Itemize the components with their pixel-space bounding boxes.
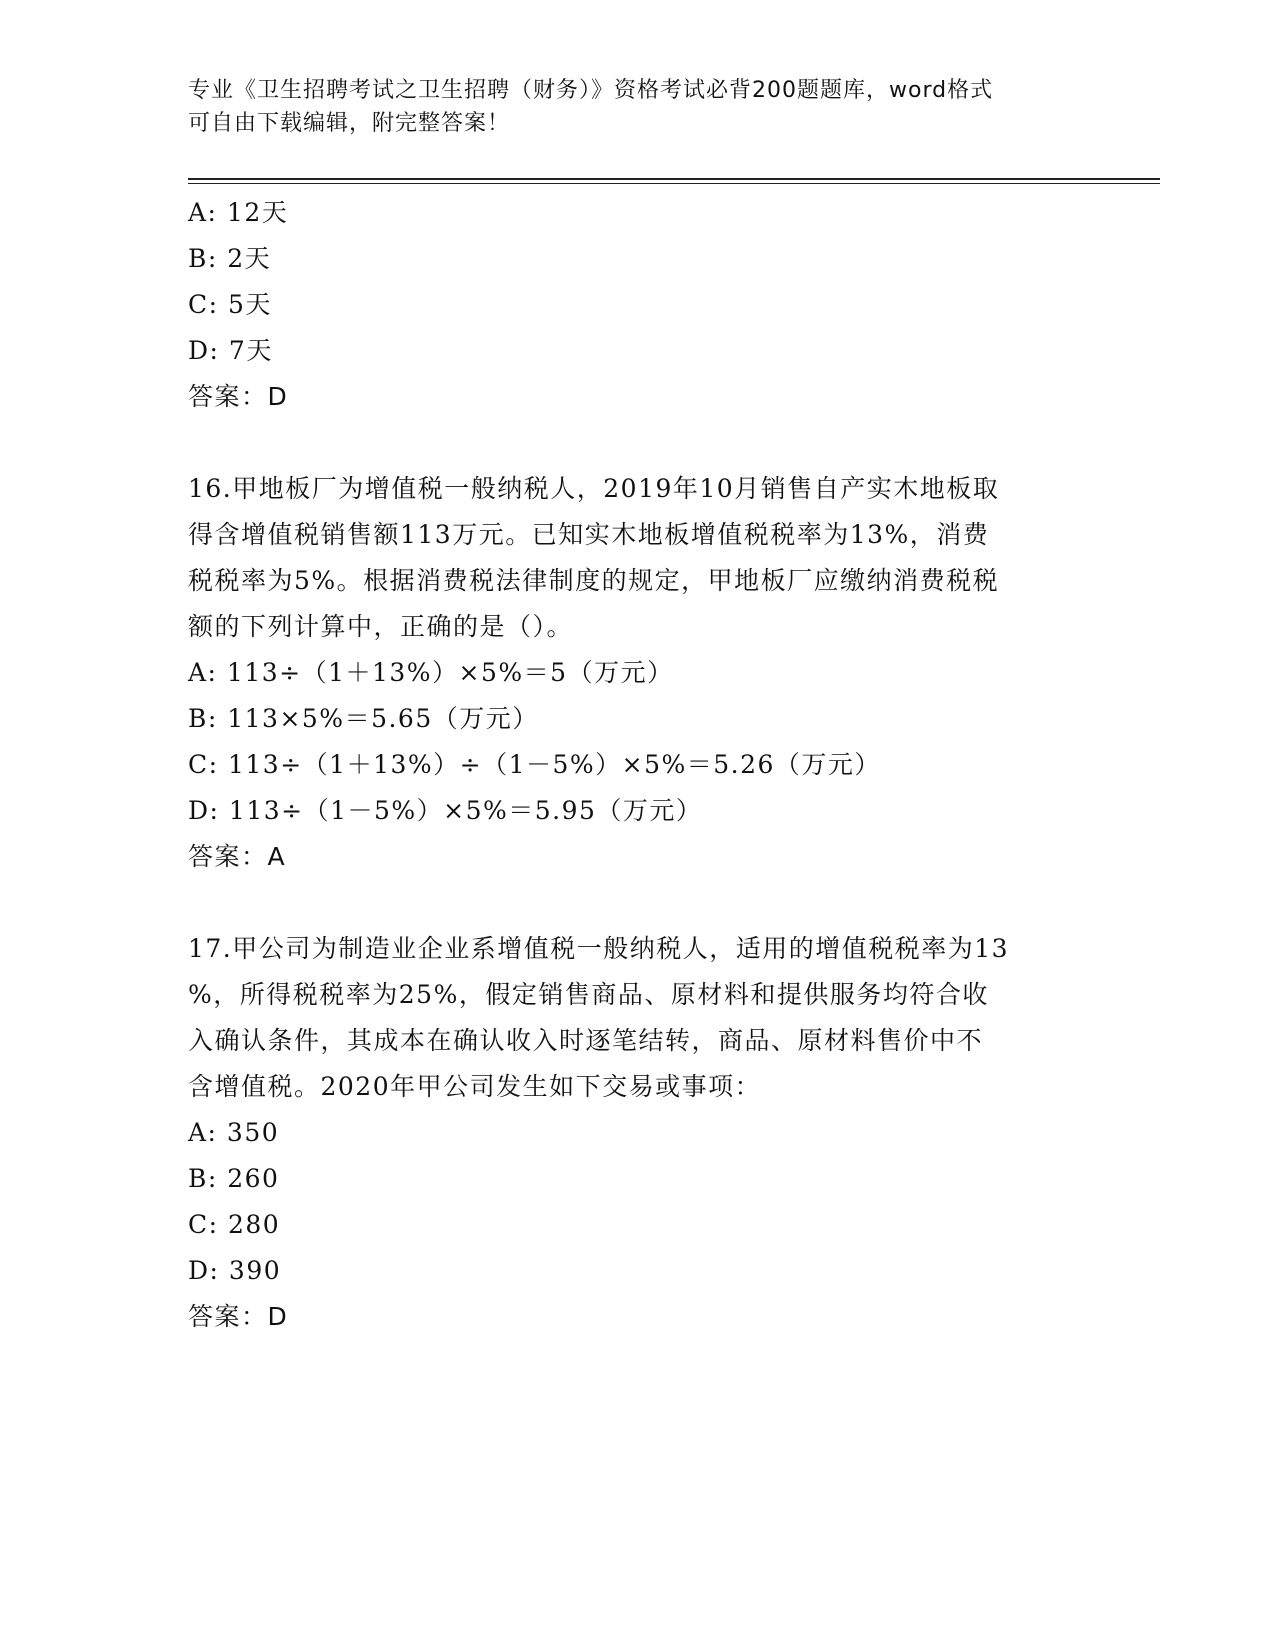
answer-line: 答案：A <box>188 842 287 871</box>
question-text-line: 税税率为5%。根据消费税法律制度的规定，甲地板厂应缴纳消费税税 <box>188 566 1000 595</box>
option-b: B: 113×5%＝5.65（万元） <box>188 704 539 733</box>
answer-line: 答案：D <box>188 1302 289 1331</box>
spacer <box>188 420 1088 466</box>
question-15 <box>188 190 1088 420</box>
option-b: B: 2天 <box>188 244 272 273</box>
questions-content <box>188 190 1088 1340</box>
option-d: D: 390 <box>188 1256 282 1285</box>
question-text-line: %，所得税税率为25%，假定销售商品、原材料和提供服务均符合收 <box>188 980 989 1009</box>
question-text-line: 得含增值税销售额113万元。已知实木地板增值税税率为13%，消费 <box>188 520 990 549</box>
option-c: C: 5天 <box>188 290 272 319</box>
question-text-line: 含增值税。2020年甲公司发生如下交易或事项： <box>188 1072 762 1101</box>
option-a: A: 113÷（1＋13%）×5%＝5（万元） <box>188 658 674 687</box>
header-line-2: 可自由下载编辑，附完整答案！ <box>188 111 511 136</box>
page-header <box>188 74 1088 140</box>
option-b: B: 260 <box>188 1164 280 1193</box>
question-16 <box>188 466 1088 880</box>
header-divider-thin <box>188 183 1160 184</box>
header-divider-thick <box>188 178 1160 180</box>
option-c: C: 280 <box>188 1210 281 1239</box>
question-17 <box>188 926 1088 1340</box>
question-text-line: 入确认条件，其成本在确认收入时逐笔结转，商品、原材料售价中不 <box>188 1026 984 1055</box>
question-text-line: 16.甲地板厂为增值税一般纳税人，2019年10月销售自产实木地板取 <box>188 474 1000 503</box>
option-a: A: 350 <box>188 1118 280 1147</box>
header-line-1: 专业《卫生招聘考试之卫生招聘（财务）》资格考试必背200题题库，word格式 <box>188 78 994 103</box>
option-c: C: 113÷（1＋13%）÷（1－5%）×5%＝5.26（万元） <box>188 750 881 779</box>
option-a: A: 12天 <box>188 198 289 227</box>
option-d: D: 113÷（1－5%）×5%＝5.95（万元） <box>188 796 703 825</box>
spacer <box>188 880 1088 926</box>
answer-line: 答案：D <box>188 382 289 411</box>
question-text-line: 额的下列计算中，正确的是（）。 <box>188 612 574 641</box>
question-text-line: 17.甲公司为制造业企业系增值税一般纳税人，适用的增值税税率为13 <box>188 934 1010 963</box>
option-d: D: 7天 <box>188 336 273 365</box>
